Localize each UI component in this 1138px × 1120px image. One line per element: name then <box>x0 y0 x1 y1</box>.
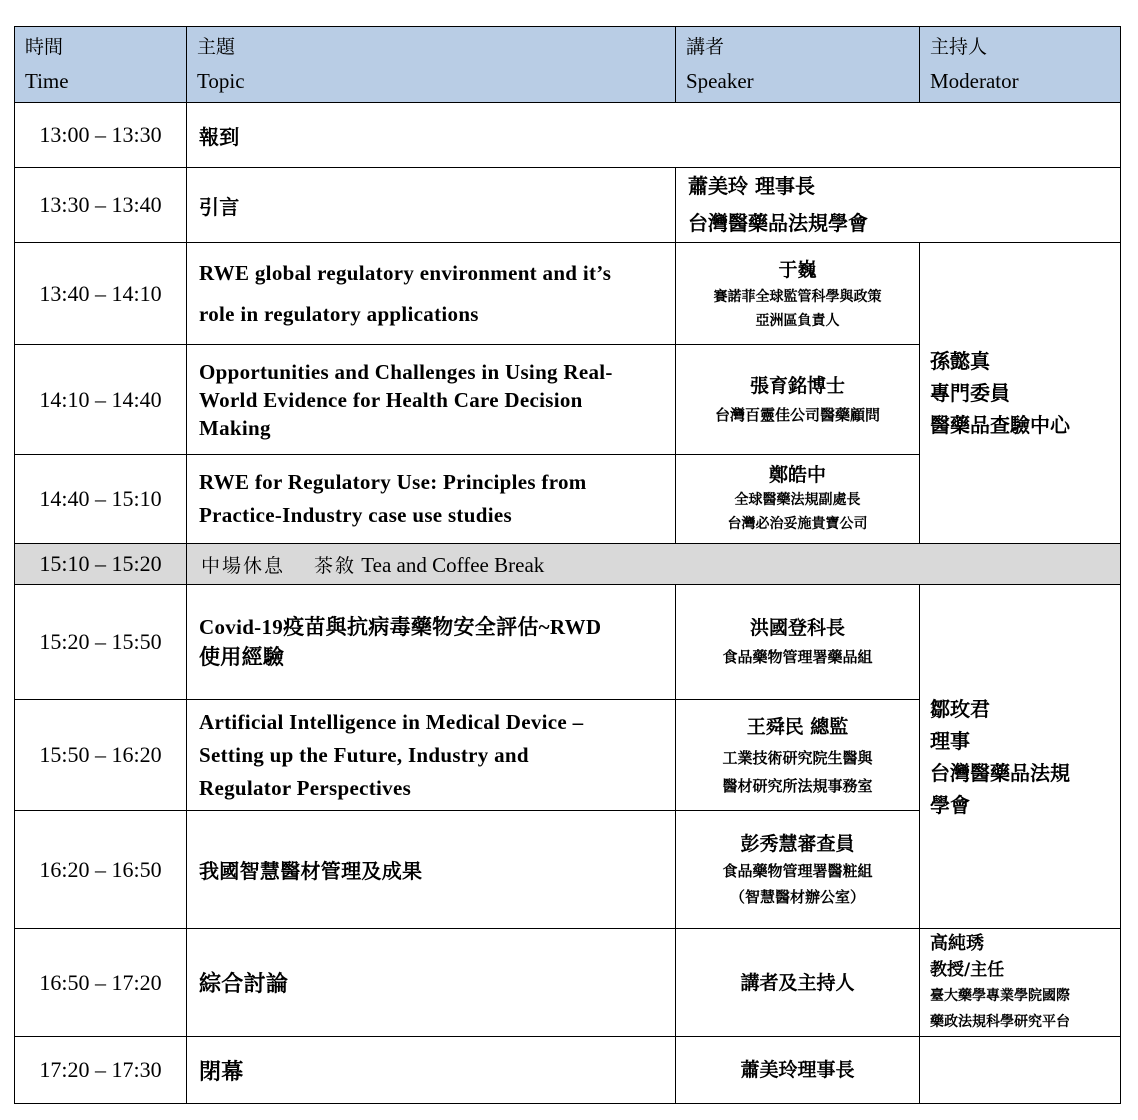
speaker-name: 洪國登科長 <box>749 617 845 639</box>
table-row <box>15 103 1121 168</box>
speaker-cell <box>676 345 920 455</box>
speaker-org: 全球醫藥法規副處長 <box>734 492 861 508</box>
moderator-cell <box>920 585 1121 929</box>
topic-line: role in regulatory applications <box>199 301 479 326</box>
speaker-org: 台灣醫藥品法規學會 <box>688 211 868 235</box>
speaker-cell <box>676 1037 920 1104</box>
speaker-org: 台灣必治妥施貴寶公司 <box>727 516 868 532</box>
topic-line: Regulator Perspectives <box>199 775 412 800</box>
topic-line: RWE for Regulatory Use: Principles from <box>199 470 587 494</box>
topic-line: RWE global regulatory environment and it’s <box>199 260 612 285</box>
moderator-name: 鄒玫君 <box>930 696 990 721</box>
table-row <box>15 929 1121 1037</box>
table-row <box>15 168 1121 243</box>
speaker-name: 蕭美玲 理事長 <box>688 174 815 198</box>
moderator-org: 醫藥品查驗中心 <box>930 413 1070 437</box>
header-speaker: 講者 Speaker <box>676 27 920 103</box>
table-row <box>15 585 1121 700</box>
topic-cell <box>187 243 676 345</box>
time-cell: 13:30 – 13:40 <box>15 168 187 243</box>
table-row <box>15 243 1121 345</box>
speaker-cell <box>676 243 920 345</box>
break-row <box>15 544 1121 585</box>
topic-line: Making <box>199 415 271 440</box>
time-cell: 13:40 – 14:10 <box>15 243 187 345</box>
moderator-org: 學會 <box>930 792 970 817</box>
header-time: 時間 Time <box>15 27 187 103</box>
break-label-en: Tea and Coffee Break <box>361 552 545 577</box>
topic-line: Artificial Intelligence in Medical Device – <box>199 709 584 734</box>
moderator-cell-empty <box>920 1037 1121 1104</box>
moderator-name: 孫懿真 <box>930 349 990 373</box>
topic-cell: 閉幕 <box>187 1037 676 1104</box>
topic-cell <box>187 700 676 811</box>
time-cell: 14:10 – 14:40 <box>15 345 187 455</box>
speaker-org: 台灣百靈佳公司醫藥顧問 <box>714 405 880 424</box>
break-label-zh: 中場休息 茶敘 <box>201 554 357 577</box>
moderator-name: 高純琇 <box>930 933 984 954</box>
moderator-cell <box>920 243 1121 544</box>
speaker-name: 張育銘博士 <box>749 374 845 397</box>
header-row <box>15 27 1121 103</box>
topic-cell: 我國智慧醫材管理及成果 <box>187 811 676 929</box>
topic-line: 使用經驗 <box>199 645 285 669</box>
time-cell: 16:20 – 16:50 <box>15 811 187 929</box>
time-cell: 13:00 – 13:30 <box>15 103 187 168</box>
header-topic: 主題 Topic <box>187 27 676 103</box>
topic-line: Opportunities and Challenges in Using Real- <box>199 359 613 384</box>
topic-line: Covid-19疫苗與抗病毒藥物安全評估~RWD <box>199 615 602 639</box>
speaker-org: 賽諾菲全球監管科學與政策 <box>713 288 882 305</box>
agenda-table <box>14 26 1121 1104</box>
time-cell: 14:40 – 15:10 <box>15 455 187 544</box>
speaker-cell <box>676 168 1121 243</box>
speaker-cell <box>676 700 920 811</box>
topic-cell: 報到 <box>187 103 1121 168</box>
moderator-org: 台灣醫藥品法規 <box>930 760 1070 785</box>
moderator-org: 臺大藥學專業學院國際 <box>930 988 1070 1004</box>
speaker-org: （智慧醫材辦公室） <box>729 887 865 906</box>
moderator-title: 教授/主任 <box>930 960 1005 980</box>
time-cell: 16:50 – 17:20 <box>15 929 187 1037</box>
header-moderator: 主持人 Moderator <box>920 27 1121 103</box>
topic-cell <box>187 585 676 700</box>
time-cell: 15:10 – 15:20 <box>15 544 187 585</box>
topic-line: World Evidence for Health Care Decision <box>199 387 583 412</box>
topic-line: Practice-Industry case use studies <box>199 503 512 527</box>
table-row <box>15 1037 1121 1104</box>
speaker-name: 講者及主持人 <box>740 971 855 994</box>
moderator-title: 專門委員 <box>930 381 1010 405</box>
speaker-name: 王舜民 總監 <box>746 716 849 738</box>
break-cell <box>187 544 1121 585</box>
speaker-org: 食品藥物管理署醫粧組 <box>722 861 873 880</box>
speaker-org: 食品藥物管理署藥品組 <box>722 648 873 666</box>
speaker-org: 醫材研究所法規事務室 <box>722 777 873 795</box>
speaker-cell <box>676 811 920 929</box>
speaker-cell <box>676 929 920 1037</box>
speaker-name: 鄭皓中 <box>768 464 826 486</box>
speaker-name: 彭秀慧審查員 <box>740 832 855 855</box>
topic-cell <box>187 345 676 455</box>
speaker-org: 亞洲區負責人 <box>755 312 840 329</box>
speaker-name: 蕭美玲理事長 <box>740 1059 855 1081</box>
speaker-org: 工業技術研究院生醫與 <box>722 749 873 767</box>
topic-cell: 引言 <box>187 168 676 243</box>
speaker-cell <box>676 585 920 700</box>
speaker-cell <box>676 455 920 544</box>
moderator-org: 藥政法規科學研究平台 <box>930 1014 1070 1030</box>
moderator-title: 理事 <box>930 728 970 753</box>
moderator-cell <box>920 929 1121 1037</box>
topic-cell: 綜合討論 <box>187 929 676 1037</box>
topic-line: Setting up the Future, Industry and <box>199 742 529 767</box>
topic-cell <box>187 455 676 544</box>
speaker-name: 于巍 <box>778 258 817 281</box>
time-cell: 15:50 – 16:20 <box>15 700 187 811</box>
time-cell: 15:20 – 15:50 <box>15 585 187 700</box>
time-cell: 17:20 – 17:30 <box>15 1037 187 1104</box>
